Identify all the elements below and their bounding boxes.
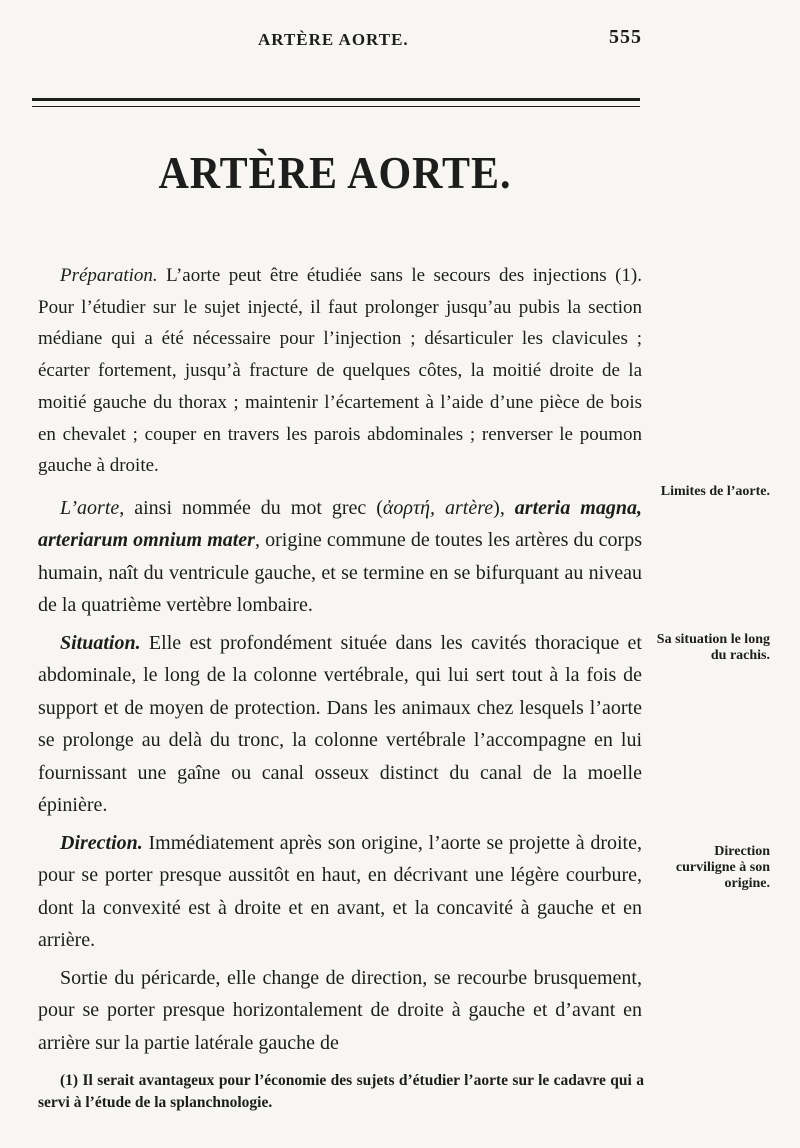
running-title: ARTÈRE AORTE. — [258, 30, 409, 49]
header-rule-thin — [32, 106, 640, 107]
header-rule-thick — [32, 98, 640, 101]
margin-note-limits: Limites de l’aorte. — [660, 484, 770, 499]
footnote-mark: (1) — [60, 1072, 79, 1089]
preparation-text: L’aorte peut être étudiée sans le secours des injections (1). Pour l’étudier sur le sujet injecté, il faut prolonger jusqu’au pubis la section médiane qui a été nécessaire pour l’injection ; désarticuler les clavicules ; écarter fortement, jusqu’à fracture de quelques côtes, la moitié droite de la moitié gauche du thorax ; maintenir l’écartement à l’aide d’une pièce de bois en chevalet ; couper en travers les parois abdominales ; renverser le poumon gauche à droite. — [38, 265, 642, 477]
direction-text: Immédiatement après son origine, l’aorte se projette à droite, pour se porter presque aussitôt en haut, en décrivant une légère courbure, dont la convexité est à droite et en avant, et la concavité à gauche et en arrière. — [38, 831, 642, 952]
greek-term: ἀορτή, artère — [382, 496, 494, 519]
pericardium-text: Sortie du péricarde, elle change de direction, se recourbe brusquement, pour se porter presque horizontalement de droite à gauche et d’avant en arrière sur la partie latérale gauche de — [38, 966, 642, 1054]
footnote — [38, 1070, 644, 1114]
direction-paragraph — [38, 827, 642, 957]
pericardium-paragraph — [38, 962, 642, 1060]
body-text — [38, 260, 642, 1064]
aorta-lead: L’aorte — [60, 496, 120, 519]
aorta-definition-paragraph — [38, 492, 642, 622]
margin-note-situation: Sa situation le long du rachis. — [656, 632, 770, 663]
situation-text: Elle est profondément située dans les cavités thoracique et abdominale, le long de la colonne vertébrale, qui lui sert tout à la fois de support et de moyen de protection. Dans les animaux chez lesquels l’aorte se prolonge au delà du tronc, la colonne vertébrale l’accompagne en lui fournissant une gaîne ou canal osseux distinct du canal de la moelle épinière. — [38, 631, 642, 817]
situation-paragraph — [38, 627, 642, 822]
footnote-text: Il serait avantageux pour l’économie des sujets d’étudier l’aorte sur le cadavre qui a servi à l’étude de la splanchnologie. — [38, 1072, 644, 1111]
direction-label: Direction. — [60, 831, 143, 854]
latin-term: arteria magna, arteriarum omnium mater — [38, 496, 642, 552]
chapter-title: ARTÈRE AORTE. — [158, 149, 512, 199]
aorta-def-text-3: , origine commune de toutes les artères du corps humain, naît du ventricule gauche, et se termine en se bifurquant au niveau de la quatrième vertèbre lombaire. — [38, 529, 642, 617]
preparation-label: Préparation. — [60, 265, 158, 286]
aorta-def-text-2: ), — [493, 496, 515, 519]
aorta-def-text-1: , ainsi nommée du mot grec ( — [119, 496, 383, 519]
page-number: 555 — [609, 26, 642, 48]
situation-label: Situation. — [60, 631, 141, 654]
preparation-paragraph — [38, 260, 642, 482]
margin-note-direction: Direction curviligne à son origine. — [675, 844, 770, 891]
